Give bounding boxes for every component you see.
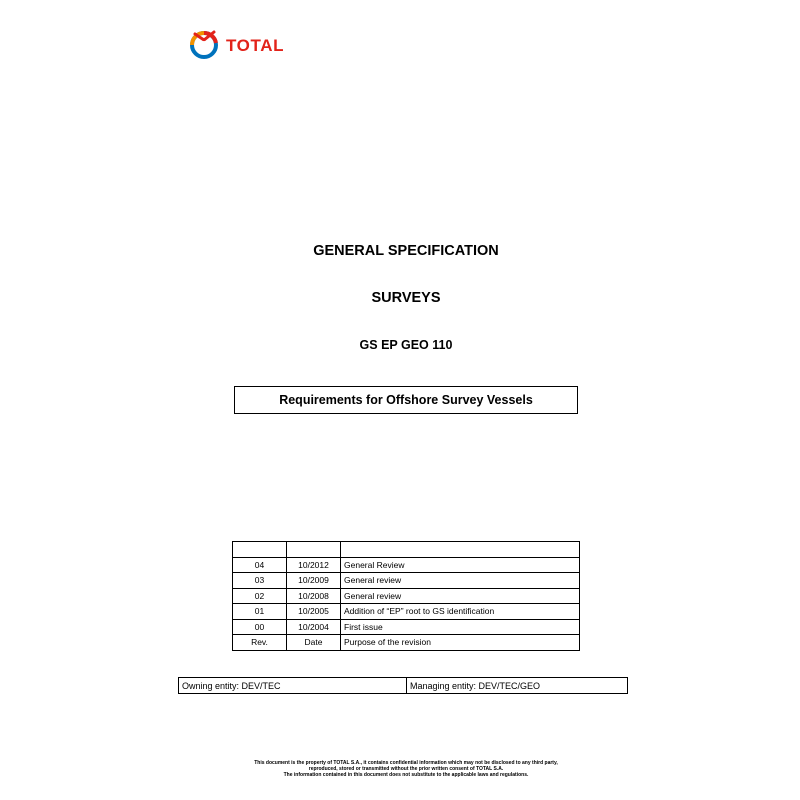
table-row bbox=[179, 678, 628, 694]
footer-line: The information contained in this document does not substitute to the applicable laws and regulations. bbox=[283, 772, 529, 779]
purpose-column-header: Purpose of the revision bbox=[341, 635, 580, 651]
purpose-cell: First issue bbox=[341, 619, 580, 635]
subject-area-heading: SURVEYS bbox=[371, 290, 441, 306]
revision-table bbox=[232, 541, 580, 651]
date-cell bbox=[287, 542, 341, 558]
purpose-cell: General review bbox=[341, 573, 580, 589]
date-column-header: Date bbox=[287, 635, 341, 651]
document-title: Requirements for Offshore Survey Vessels bbox=[279, 393, 533, 407]
rev-cell: 01 bbox=[233, 604, 287, 620]
total-logo-icon bbox=[186, 26, 222, 62]
date-cell: 10/2012 bbox=[287, 557, 341, 573]
purpose-cell: General review bbox=[341, 588, 580, 604]
purpose-cell: General Review bbox=[341, 557, 580, 573]
document-code: GS EP GEO 110 bbox=[359, 338, 453, 352]
entity-table bbox=[178, 677, 628, 694]
table-row bbox=[233, 557, 580, 573]
purpose-cell bbox=[341, 542, 580, 558]
rev-cell: 03 bbox=[233, 573, 287, 589]
logo-wordmark: TOTAL bbox=[226, 36, 285, 55]
rev-column-header: Rev. bbox=[233, 635, 287, 651]
owning-entity: Owning entity: DEV/TEC bbox=[179, 678, 407, 694]
table-row bbox=[233, 588, 580, 604]
footer-line: This document is the property of TOTAL S.A., it contains confidential information which may not be disclosed to any third party, bbox=[254, 760, 558, 766]
date-cell: 10/2009 bbox=[287, 573, 341, 589]
date-cell: 10/2004 bbox=[287, 619, 341, 635]
date-cell: 10/2008 bbox=[287, 588, 341, 604]
table-row bbox=[233, 604, 580, 620]
footer-line: reproduced, stored or transmitted without the prior written consent of TOTAL S.A. bbox=[308, 766, 504, 773]
table-row bbox=[233, 542, 580, 558]
table-header-row bbox=[233, 635, 580, 651]
purpose-cell: Addition of “EP” root to GS identification bbox=[341, 604, 580, 620]
rev-cell: 00 bbox=[233, 619, 287, 635]
document-title-box bbox=[234, 386, 578, 414]
rev-cell: 04 bbox=[233, 557, 287, 573]
rev-cell: 02 bbox=[233, 588, 287, 604]
managing-entity: Managing entity: DEV/TEC/GEO bbox=[407, 678, 628, 694]
rev-cell bbox=[233, 542, 287, 558]
confidentiality-footer bbox=[0, 760, 800, 779]
date-cell: 10/2005 bbox=[287, 604, 341, 620]
document-type-heading: GENERAL SPECIFICATION bbox=[313, 243, 499, 259]
table-row bbox=[233, 573, 580, 589]
table-row bbox=[233, 619, 580, 635]
total-logo bbox=[186, 26, 306, 66]
